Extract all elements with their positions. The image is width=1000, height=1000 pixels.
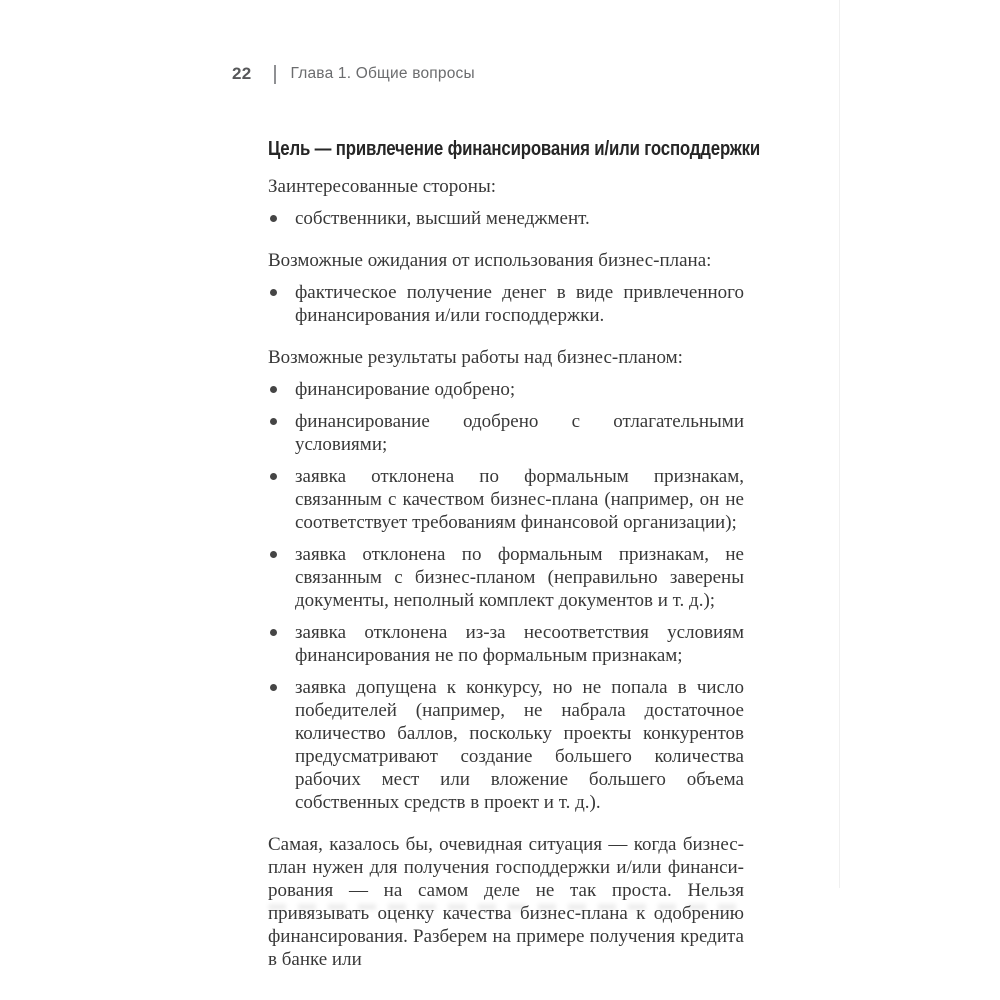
chapter-title: Глава 1. Общие вопросы	[290, 65, 475, 82]
list-item-text: собственники, высший менеджмент.	[295, 208, 590, 229]
bullet-icon	[268, 543, 295, 612]
list-item-text: финансирование одобрено с отлагательными условиями;	[295, 411, 744, 455]
list-item-text: заявка отклонена из-за несоответствия условиям финансирования не по формальным признакам;	[295, 622, 744, 666]
bullet-icon	[268, 676, 295, 814]
running-header	[232, 64, 475, 84]
list-item	[268, 621, 744, 667]
list-intro-results: Возможные результаты работы над бизнес-планом:	[268, 347, 683, 368]
list-item-text: финансирование одобрено;	[295, 379, 516, 400]
bullet-icon	[268, 378, 295, 401]
list-item-text: заявка допущена к конкурсу, но не попала в число победителей (например, не набрала достаточное количество баллов, поскольку проекты конкурентов предусматривают создание большего количества рабочих мест или вложение большего объема собственных средств в проект и т. д.).	[295, 677, 744, 813]
bullet-icon	[268, 281, 295, 327]
page-edge-artifact	[839, 0, 840, 888]
closing-paragraph: Самая, казалось бы, очевидная ситуация — когда бизнес-план нужен для получения господдержки и/или финансирования — на самом деле не так проста. Нельзя привязывать оценку качества бизнес-плана к одобрению финансирования. Разберем на примере получения кредита в банке или	[268, 834, 744, 970]
bullet-icon	[268, 410, 295, 456]
page-content	[268, 138, 760, 971]
header-divider	[274, 65, 276, 84]
list-item	[268, 465, 744, 534]
list-item-text: фактическое получение денег в виде привлеченного финансирования и/или господдержки.	[295, 282, 744, 326]
bullet-list-results	[268, 378, 744, 814]
list-item	[268, 676, 744, 814]
bullet-list-expectations	[268, 281, 744, 327]
list-item	[268, 207, 744, 230]
page-number: 22	[232, 64, 252, 83]
list-item	[268, 543, 744, 612]
bullet-icon	[268, 621, 295, 667]
list-item	[268, 410, 744, 456]
list-intro-expectations: Возможные ожидания от использования бизнес-плана:	[268, 250, 712, 271]
list-item	[268, 378, 744, 401]
bullet-icon	[268, 465, 295, 534]
cutoff-text-artifact	[268, 904, 744, 910]
list-item	[268, 281, 744, 327]
list-intro-stakeholders: Заинтересованные стороны:	[268, 176, 496, 197]
bullet-list-stakeholders	[268, 207, 744, 230]
list-item-text: заявка отклонена по формальным признакам, не связанным с бизнес-планом (неправильно заверены документы, неполный комплект документов и т. д.);	[295, 544, 744, 611]
section-heading: Цель — привлечение финансирования и/или господдержки	[268, 138, 760, 160]
list-item-text: заявка отклонена по формальным признакам, связанным с качеством бизнес-плана (например, он не соответствует требованиям финансовой организации);	[295, 466, 744, 533]
bullet-icon	[268, 207, 295, 230]
